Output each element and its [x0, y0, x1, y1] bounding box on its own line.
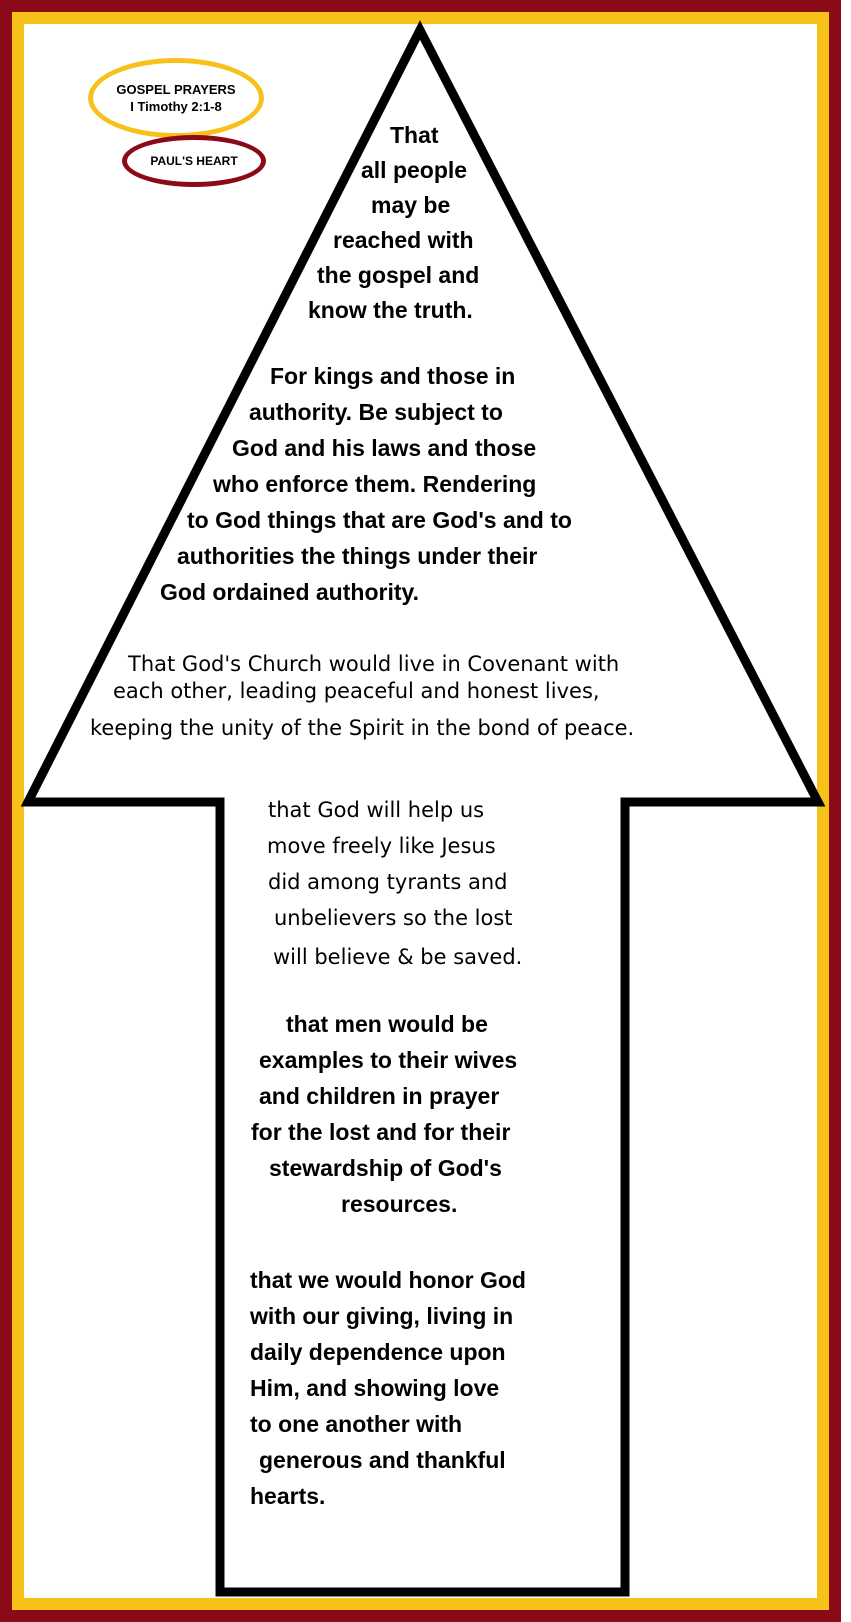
prayer-line: did among tyrants and — [268, 870, 508, 894]
gospel-prayers-title: GOSPEL PRAYERS — [116, 82, 236, 97]
prayer-line: may be — [371, 192, 451, 218]
prayer-line: generous and thankful — [259, 1447, 506, 1473]
prayer-line: For kings and those in — [270, 363, 516, 389]
prayer-line: each other, leading peaceful and honest lives, — [113, 679, 600, 703]
prayer-line: That — [390, 122, 439, 148]
gospel-prayers-badge — [88, 58, 264, 138]
prayer-line: keeping the unity of the Spirit in the bond of peace. — [90, 716, 635, 740]
prayer-line: for the lost and for their — [251, 1119, 511, 1145]
prayer-line: move freely like Jesus — [267, 834, 496, 858]
prayer-line: reached with — [333, 227, 474, 253]
prayer-line: that God will help us — [268, 798, 485, 822]
prayer-line: to one another with — [250, 1411, 463, 1437]
prayer-line: God ordained authority. — [160, 579, 419, 605]
prayer-line: resources. — [341, 1191, 458, 1217]
prayer-line: Him, and showing love — [250, 1375, 500, 1401]
prayer-line: That God's Church would live in Covenant with — [128, 652, 620, 676]
prayer-line: God and his laws and those — [232, 435, 537, 461]
prayer-line: with our giving, living in — [250, 1303, 514, 1329]
prayer-line: that we would honor God — [250, 1267, 526, 1293]
pauls-heart-badge — [122, 135, 266, 187]
prayer-line: hearts. — [250, 1483, 326, 1509]
prayer-line: unbelievers so the lost — [274, 906, 513, 930]
prayer-line: the gospel and — [317, 262, 480, 288]
prayer-line: daily dependence upon — [250, 1339, 506, 1365]
prayer-line: know the truth. — [308, 297, 473, 323]
prayer-line: authority. Be subject to — [249, 399, 503, 425]
prayer-line: who enforce them. Rendering — [213, 471, 537, 497]
scripture-reference: I Timothy 2:1-8 — [130, 99, 222, 114]
prayer-line: to God things that are God's and to — [187, 507, 572, 533]
prayer-line: examples to their wives — [259, 1047, 518, 1073]
prayer-line: that men would be — [286, 1011, 488, 1037]
prayer-line: all people — [361, 157, 468, 183]
prayer-line: stewardship of God's — [269, 1155, 502, 1181]
prayer-line: will believe & be saved. — [273, 945, 523, 969]
prayer-line: and children in prayer — [259, 1083, 500, 1109]
prayer-line: authorities the things under their — [177, 543, 538, 569]
pauls-heart-label: PAUL'S HEART — [150, 154, 238, 168]
